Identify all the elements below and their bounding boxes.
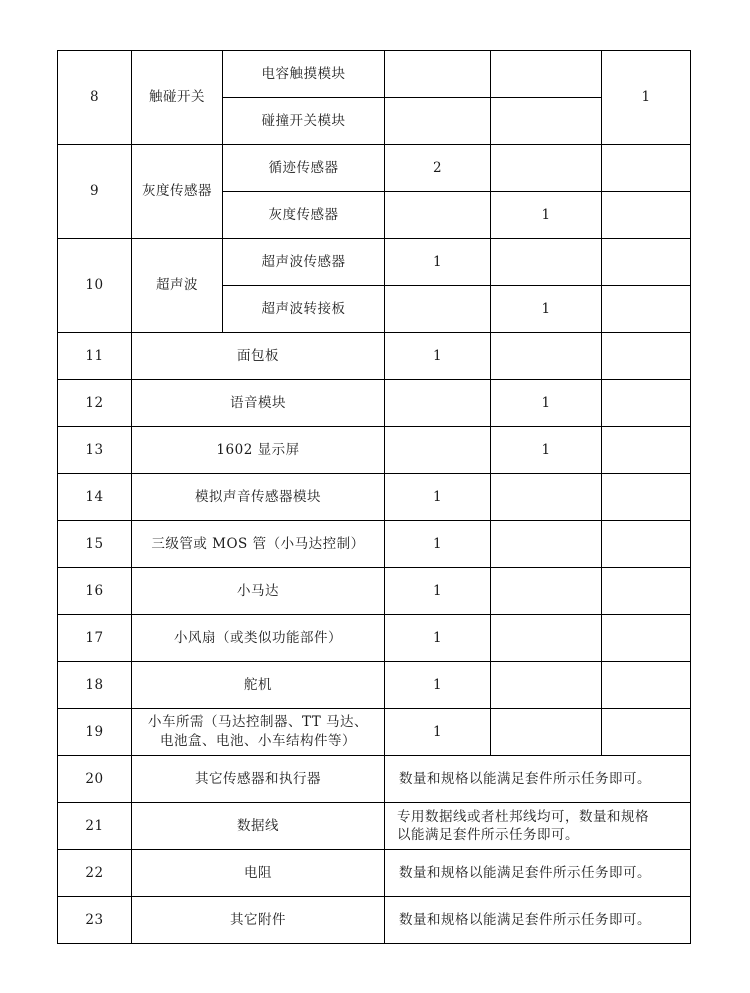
table-row	[58, 568, 691, 615]
qty-col3	[602, 192, 691, 239]
table-row	[58, 521, 691, 568]
qty-col3	[602, 145, 691, 192]
qty-col1	[385, 286, 491, 333]
row-number: 17	[58, 615, 132, 662]
row-number: 9	[58, 145, 132, 239]
item-name: 模拟声音传感器模块	[132, 474, 385, 521]
qty-col2	[491, 145, 602, 192]
qty-col2	[491, 333, 602, 380]
qty-col1: 1	[385, 709, 491, 756]
qty-col3	[602, 286, 691, 333]
item-name-line1: 小车所需（马达控制器、TT 马达、	[147, 714, 369, 730]
sub-item-name: 超声波转接板	[223, 286, 385, 333]
qty-col2	[491, 98, 602, 145]
item-name: 超声波	[132, 239, 223, 333]
row-number: 23	[58, 897, 132, 944]
qty-col3	[602, 239, 691, 286]
table-row	[58, 850, 691, 897]
item-name: 其它传感器和执行器	[132, 756, 385, 803]
qty-col2	[491, 709, 602, 756]
table-row	[58, 803, 691, 850]
qty-col2	[491, 568, 602, 615]
qty-col3	[602, 333, 691, 380]
qty-col1: 1	[385, 662, 491, 709]
item-name: 数据线	[132, 803, 385, 850]
item-note-line1: 专用数据线或者杜邦线均可，数量和规格	[397, 809, 649, 825]
table-row	[58, 897, 691, 944]
qty-col1	[385, 427, 491, 474]
qty-col2: 1	[491, 380, 602, 427]
table-row	[58, 51, 691, 98]
table-row	[58, 380, 691, 427]
qty-col1	[385, 98, 491, 145]
qty-col3	[602, 474, 691, 521]
item-note	[385, 803, 691, 850]
row-number: 14	[58, 474, 132, 521]
table-row	[58, 427, 691, 474]
qty-col1: 1	[385, 474, 491, 521]
table-row	[58, 239, 691, 286]
qty-col2	[491, 474, 602, 521]
item-name: 1602 显示屏	[132, 427, 385, 474]
sub-item-name: 电容触摸模块	[223, 51, 385, 98]
row-number: 19	[58, 709, 132, 756]
qty-col2	[491, 615, 602, 662]
qty-col1: 1	[385, 521, 491, 568]
row-number: 16	[58, 568, 132, 615]
qty-col2: 1	[491, 427, 602, 474]
table-row	[58, 662, 691, 709]
sub-item-name: 超声波传感器	[223, 239, 385, 286]
qty-col1: 1	[385, 333, 491, 380]
table-row	[58, 474, 691, 521]
item-name: 舵机	[132, 662, 385, 709]
item-name: 小马达	[132, 568, 385, 615]
qty-col2: 1	[491, 192, 602, 239]
qty-col3	[602, 380, 691, 427]
table-row	[58, 333, 691, 380]
row-number: 11	[58, 333, 132, 380]
qty-col3	[602, 568, 691, 615]
row-number: 10	[58, 239, 132, 333]
item-name: 面包板	[132, 333, 385, 380]
table-row	[58, 756, 691, 803]
item-note: 数量和规格以能满足套件所示任务即可。	[385, 897, 691, 944]
qty-col1	[385, 51, 491, 98]
qty-col1: 1	[385, 615, 491, 662]
qty-col2: 1	[491, 286, 602, 333]
row-number: 8	[58, 51, 132, 145]
row-number: 15	[58, 521, 132, 568]
item-name: 小风扇（或类似功能部件）	[132, 615, 385, 662]
item-name: 灰度传感器	[132, 145, 223, 239]
row-number: 20	[58, 756, 132, 803]
item-name: 触碰开关	[132, 51, 223, 145]
row-number: 21	[58, 803, 132, 850]
qty-col1: 2	[385, 145, 491, 192]
item-note: 数量和规格以能满足套件所示任务即可。	[385, 756, 691, 803]
qty-col2	[491, 239, 602, 286]
table-row	[58, 709, 691, 756]
row-number: 12	[58, 380, 132, 427]
sub-item-name: 碰撞开关模块	[223, 98, 385, 145]
qty-col1: 1	[385, 239, 491, 286]
qty-col1	[385, 380, 491, 427]
item-name-line2: 电池盒、电池、小车结构件等）	[160, 733, 356, 749]
item-note-line2: 以能满足套件所示任务即可。	[397, 827, 579, 843]
qty-col3	[602, 662, 691, 709]
qty-col2	[491, 662, 602, 709]
row-number: 22	[58, 850, 132, 897]
table-row	[58, 615, 691, 662]
parts-table	[57, 50, 691, 944]
item-name	[132, 709, 385, 756]
row-number: 18	[58, 662, 132, 709]
sub-item-name: 灰度传感器	[223, 192, 385, 239]
qty-col2	[491, 521, 602, 568]
qty-col3	[602, 427, 691, 474]
sub-item-name: 循迹传感器	[223, 145, 385, 192]
item-name: 语音模块	[132, 380, 385, 427]
qty-col1	[385, 192, 491, 239]
item-name: 其它附件	[132, 897, 385, 944]
qty-col3	[602, 615, 691, 662]
item-name: 三级管或 MOS 管（小马达控制）	[132, 521, 385, 568]
qty-col1: 1	[385, 568, 491, 615]
table-row	[58, 145, 691, 192]
qty-col3	[602, 709, 691, 756]
row-number: 13	[58, 427, 132, 474]
qty-col3	[602, 521, 691, 568]
qty-col3: 1	[602, 51, 691, 145]
item-name: 电阻	[132, 850, 385, 897]
qty-col2	[491, 51, 602, 98]
item-note: 数量和规格以能满足套件所示任务即可。	[385, 850, 691, 897]
